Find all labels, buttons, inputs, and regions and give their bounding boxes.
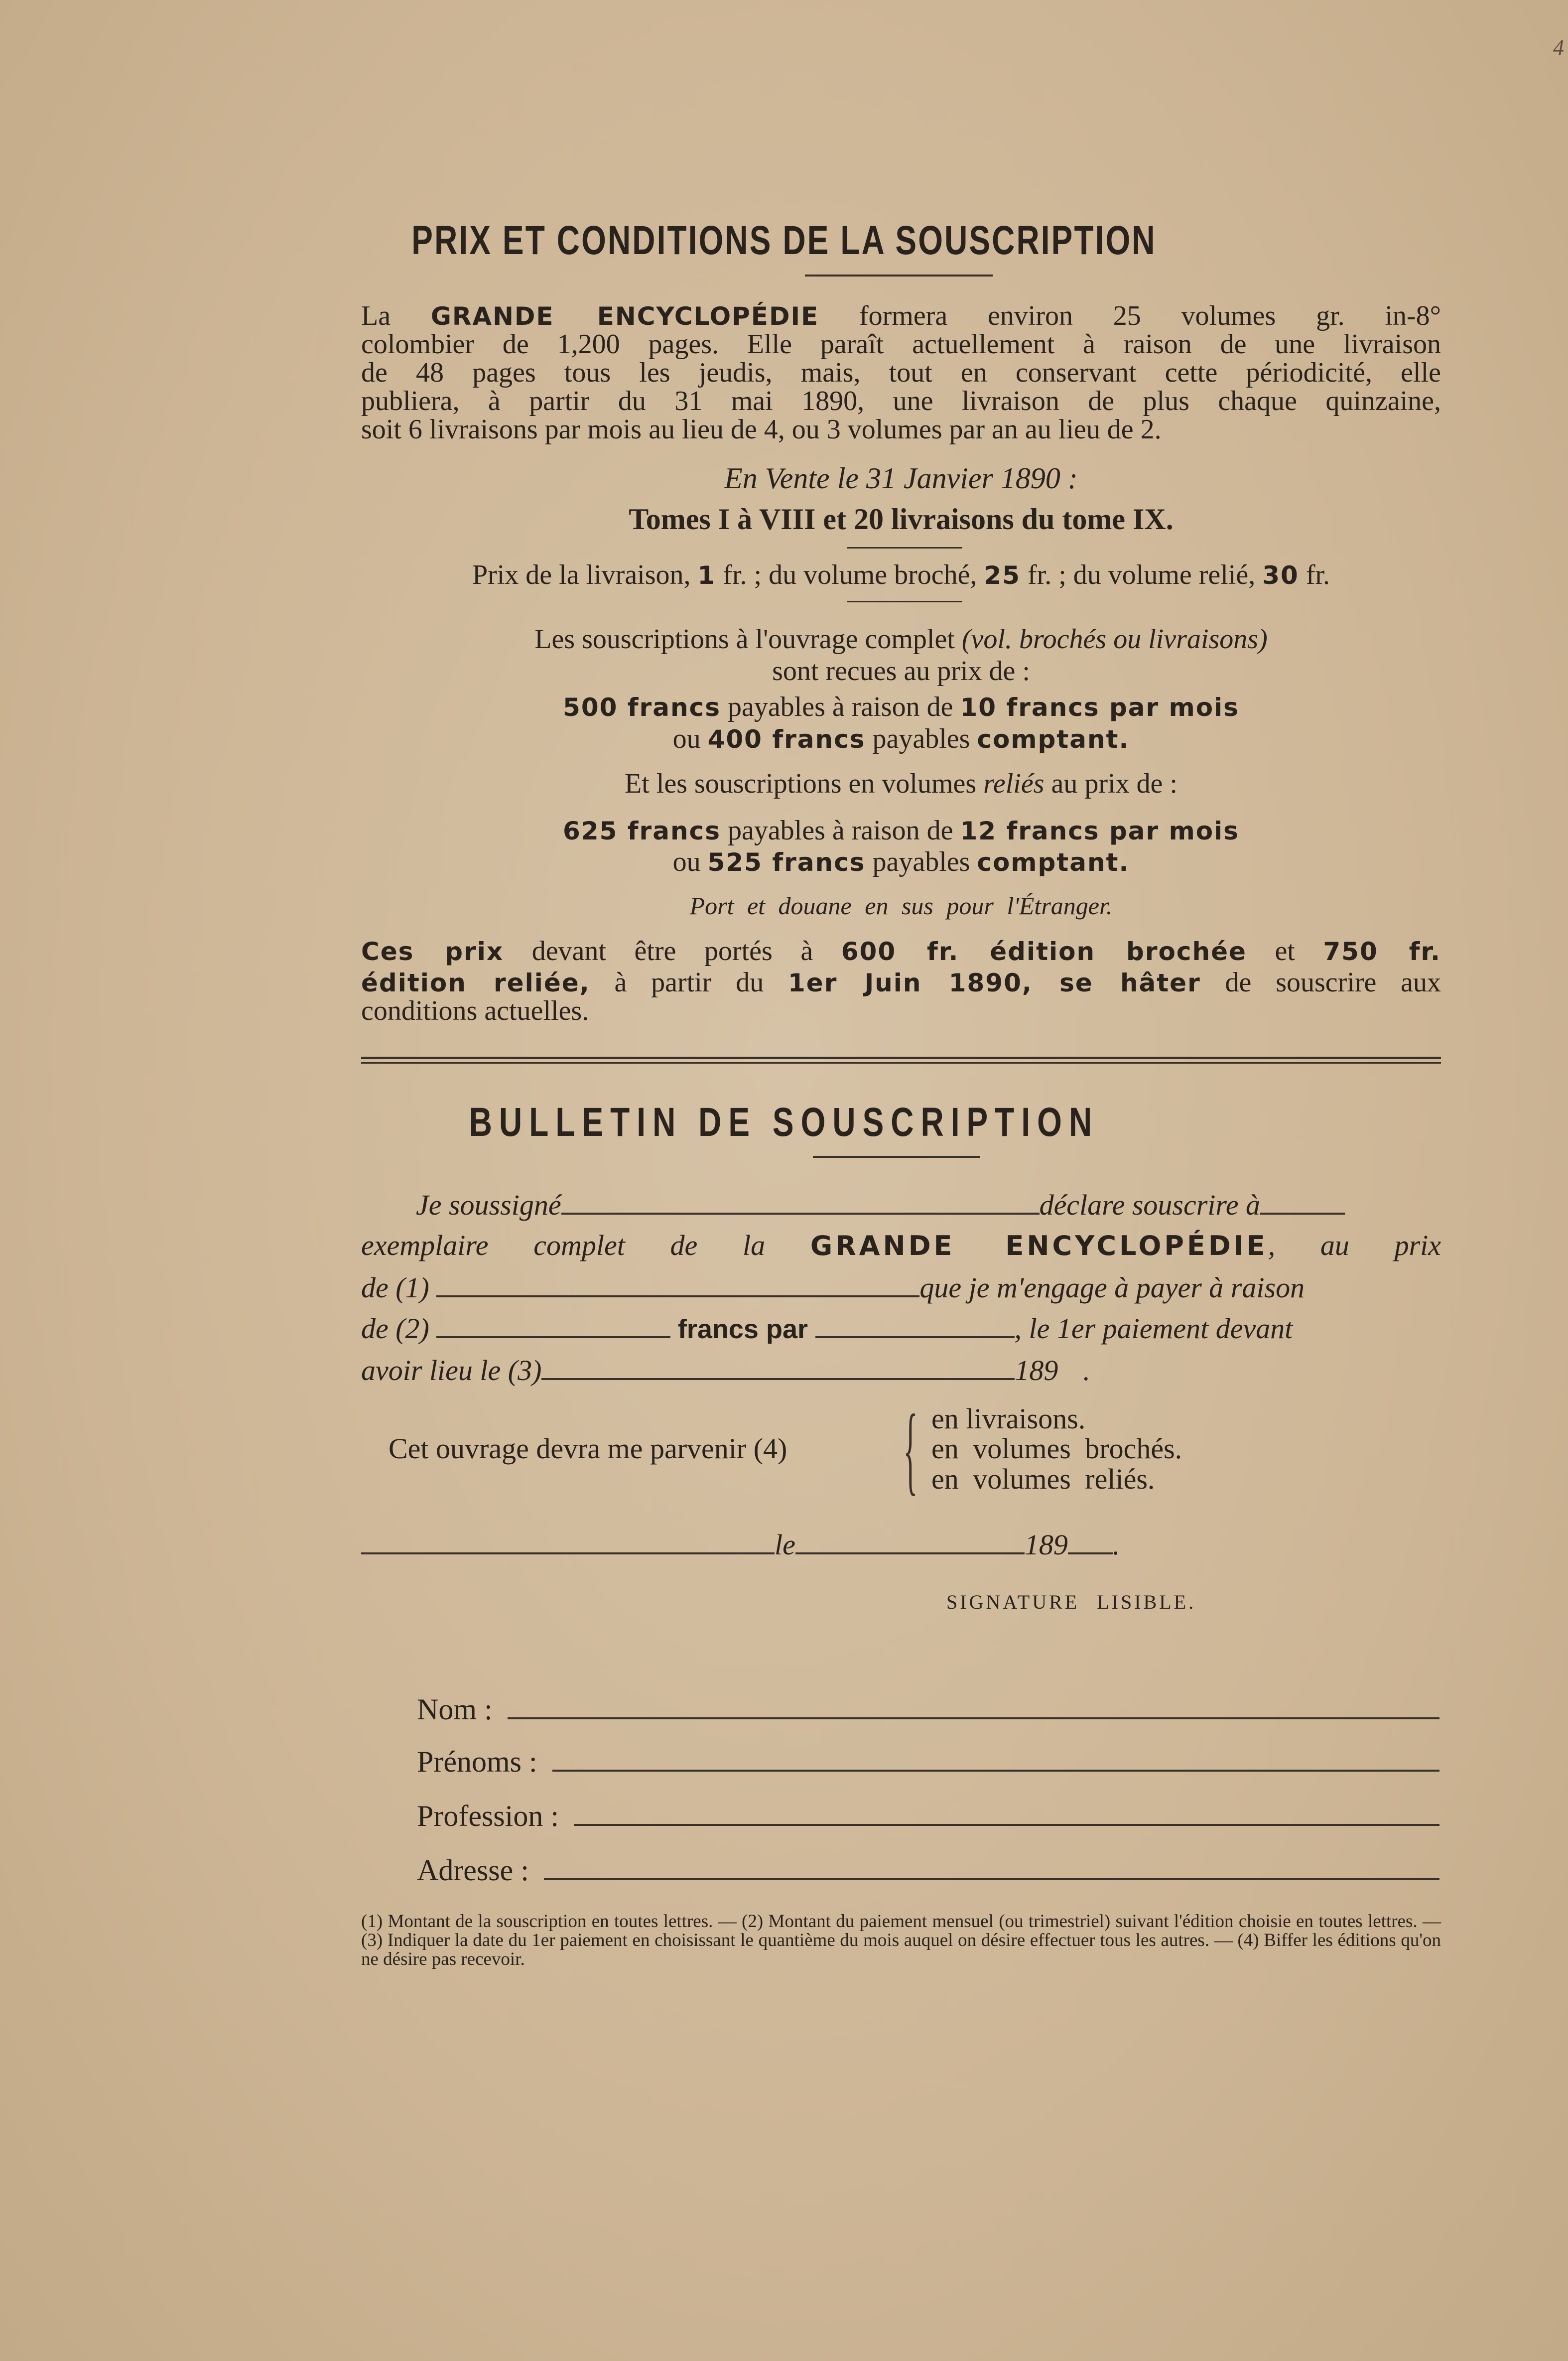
nom-field[interactable] [417, 1692, 1439, 1727]
paragraph-line: soit 6 livraisons par mois au lieu de 4, ou 3 volumes par an au lieu de 2. [361, 414, 1162, 445]
price-blank[interactable] [436, 1273, 919, 1297]
paragraph-line: colombier de 1,200 pages. Elle paraît actuellement à raison de une livraison [361, 329, 1441, 360]
adresse-label: Adresse : [417, 1854, 529, 1887]
souscriptions-line: sont recues au prix de : [772, 656, 1030, 687]
adresse-input[interactable] [544, 1858, 1439, 1880]
copies-blank[interactable] [1260, 1191, 1345, 1215]
paragraph-line: La GRANDE ENCYCLOPÉDIE formera environ 25 volumes gr. in-8° [361, 300, 1441, 331]
profession-field[interactable] [417, 1799, 1439, 1833]
double-rule [361, 1062, 1441, 1064]
place-blank[interactable] [361, 1530, 775, 1554]
form-line: de (2) francs par , le 1er paiement devant [361, 1312, 1293, 1345]
date-line: le 189 . [361, 1529, 1441, 1561]
day-blank[interactable] [795, 1530, 1025, 1554]
form-line: avoir lieu le (3) 189 . [361, 1354, 1090, 1387]
tomes: Tomes I à VIII et 20 livraisons du tome IX. [629, 503, 1174, 536]
signature-label: SIGNATURE LISIBLE. [946, 1591, 1196, 1613]
relies-intro: Et les souscriptions en volumes reliés au prix de : [625, 768, 1177, 799]
divider [847, 547, 962, 549]
conditions-title: PRIX ET CONDITIONS DE LA SOUSCRIPTION [411, 218, 1157, 263]
prenoms-label: Prénoms : [417, 1745, 537, 1778]
nom-input[interactable] [508, 1697, 1439, 1719]
year-blank[interactable] [1068, 1530, 1113, 1554]
prenoms-input[interactable] [552, 1750, 1439, 1772]
double-rule [361, 1057, 1441, 1059]
offer-525: ou 525 francs payables comptant. [672, 846, 1130, 877]
port-note: Port et douane en sus pour l'Étranger. [689, 892, 1113, 920]
paragraph-line: publiera, à partir du 31 mai 1890, une livraison de plus chaque quinzaine, [361, 386, 1441, 417]
offer-625: 625 francs payables à raison de 12 francs par mois [563, 815, 1239, 846]
paragraph-line: de 48 pages tous les jeudis, mais, tout en conservant cette périodicité, elle [361, 357, 1441, 388]
form-line: de (1) que je m'engage à payer à raison [361, 1271, 1305, 1304]
date-blank[interactable] [541, 1356, 1015, 1380]
brace: { [903, 1394, 918, 1505]
form-line: Je soussigné déclare souscrire à [361, 1189, 1441, 1221]
divider [847, 601, 962, 602]
option-livraisons[interactable]: en livraisons. [931, 1402, 1086, 1435]
ces-prix-line: conditions actuelles. [361, 995, 589, 1026]
divider [805, 275, 993, 277]
prix-line: Prix de la livraison, 1 fr. ; du volume broché, 25 fr. ; du volume relié, 30 fr. [472, 559, 1330, 590]
offer-500: 500 francs payables à raison de 10 francs par mois [563, 692, 1239, 722]
bulletin-title: BULLETIN DE SOUSCRIPTION [469, 1100, 1099, 1145]
adresse-field[interactable] [417, 1853, 1439, 1888]
ces-prix-line: Ces prix devant être portés à 600 fr. édition brochée et 750 fr. [361, 936, 1441, 967]
profession-label: Profession : [417, 1800, 559, 1832]
profession-input[interactable] [574, 1804, 1439, 1826]
divider [813, 1156, 980, 1158]
option-broches[interactable]: en volumes brochés. [931, 1432, 1182, 1465]
nom-label: Nom : [417, 1693, 493, 1726]
en-vente: En Vente le 31 Janvier 1890 : [724, 462, 1078, 495]
period-blank[interactable] [815, 1314, 1015, 1338]
name-blank[interactable] [561, 1191, 1040, 1215]
souscriptions-line: Les souscriptions à l'ouvrage complet (vol. brochés ou livraisons) [534, 624, 1268, 655]
ces-prix-line: édition reliée, à partir du 1er Juin 1890, se hâter de souscrire aux [361, 967, 1441, 998]
offer-400: ou 400 francs payables comptant. [672, 723, 1130, 754]
delivery-label: Cet ouvrage devra me parvenir (4) [389, 1432, 787, 1465]
option-relies[interactable]: en volumes reliés. [931, 1463, 1155, 1495]
page-number: 4 [1553, 35, 1564, 60]
form-line: exemplaire complet de la GRANDE ENCYCLOPÉDIE, au prix [361, 1229, 1441, 1261]
prenoms-field[interactable] [417, 1744, 1439, 1779]
footnotes: (1) Montant de la souscription en toutes lettres. — (2) Montant du paiement mensuel (ou trimestriel) suivant l'édition choisie en toutes lettres. — (3) Indiquer la date du 1er paiement en choisissant le quantième du mois auquel on désire effectuer tous les autres. — (4) Biffer les éditions qu'on ne désire pas recevoir. [361, 1911, 1441, 1969]
amount-blank[interactable] [436, 1314, 670, 1338]
